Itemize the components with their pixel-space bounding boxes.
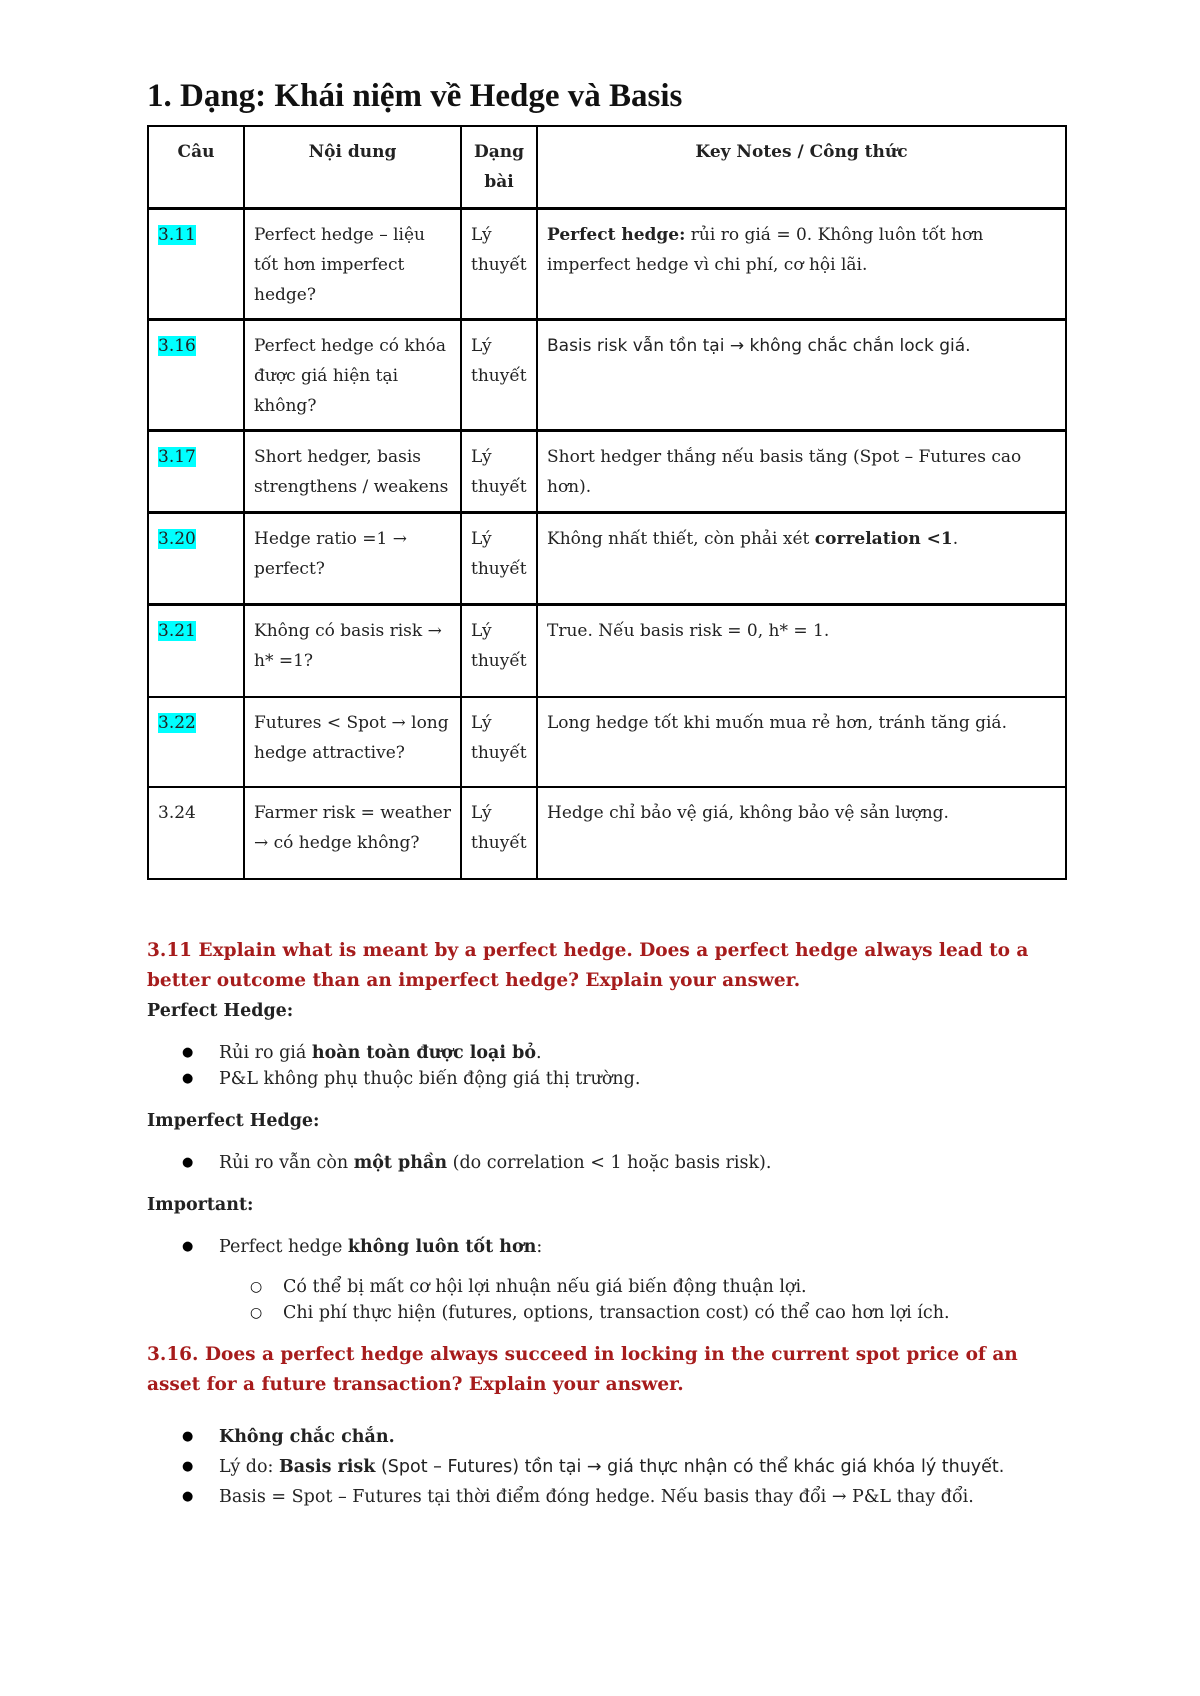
table-header-row xyxy=(148,126,1066,209)
table-row xyxy=(148,320,1066,431)
table-row xyxy=(148,209,1066,320)
perfect-hedge-list xyxy=(147,1040,1067,1092)
row-type: Lý thuyết xyxy=(461,697,537,787)
row-note: Hedge chỉ bảo vệ giá, không bảo vệ sản lượng. xyxy=(537,787,1066,879)
list-item: ● Không chắc chắn. xyxy=(219,1422,1067,1452)
perfect-hedge-label: Perfect Hedge: xyxy=(147,1000,294,1021)
row-type: Lý thuyết xyxy=(461,431,537,513)
header-dang-bai: Dạng bài xyxy=(461,126,537,209)
table-row xyxy=(148,787,1066,879)
list-item: ● P&L không phụ thuộc biến động giá thị trường. xyxy=(219,1066,1067,1092)
row-content: Không có basis risk → h* =1? xyxy=(244,605,461,697)
row-id: 3.21 xyxy=(158,621,196,641)
header-cau: Câu xyxy=(148,126,244,209)
header-key-notes: Key Notes / Công thức xyxy=(537,126,1066,209)
sub-list-item: ○ Có thể bị mất cơ hội lợi nhuận nếu giá biến động thuận lợi. xyxy=(283,1274,1067,1300)
row-note: Basis risk vẫn tồn tại → không chắc chắn lock giá. xyxy=(537,320,1066,431)
question-311: 3.11 Explain what is meant by a perfect hedge. Does a perfect hedge always lead to a better outcome than an imperfect hedge? Explain your answer. xyxy=(147,939,1029,991)
table-row xyxy=(148,431,1066,513)
document-page xyxy=(147,78,1067,1526)
imperfect-hedge-list xyxy=(147,1150,1067,1176)
row-note: Không nhất thiết, còn phải xét correlation <1. xyxy=(537,513,1066,605)
row-note: Long hedge tốt khi muốn mua rẻ hơn, tránh tăng giá. xyxy=(537,697,1066,787)
hedge-table xyxy=(147,125,1067,880)
row-id: 3.17 xyxy=(158,447,196,467)
row-type: Lý thuyết xyxy=(461,787,537,879)
important-list xyxy=(147,1234,1067,1326)
list-item: ● Rủi ro vẫn còn một phần (do correlation < 1 hoặc basis risk). xyxy=(219,1150,1067,1176)
question-316: 3.16. Does a perfect hedge always succeed in locking in the current spot price of an asset for a future transaction? Explain your answer. xyxy=(147,1343,1018,1395)
row-content: Short hedger, basis strengthens / weakens xyxy=(244,431,461,513)
row-note: Perfect hedge: rủi ro giá = 0. Không luôn tốt hơn imperfect hedge vì chi phí, cơ hội lãi. xyxy=(537,209,1066,320)
q316-list xyxy=(147,1422,1067,1512)
important-label: Important: xyxy=(147,1194,254,1215)
row-content: Farmer risk = weather → có hedge không? xyxy=(244,787,461,879)
imperfect-hedge-label: Imperfect Hedge: xyxy=(147,1110,320,1131)
table-row xyxy=(148,697,1066,787)
page-title: 1. Dạng: Khái niệm về Hedge và Basis xyxy=(147,78,683,114)
row-type: Lý thuyết xyxy=(461,513,537,605)
list-item: ● Perfect hedge không luôn tốt hơn: ○ Có thể bị mất cơ hội lợi nhuận nếu giá biến động thuận lợi. ○ Chi phí thực hiện (futures, options, transaction cost) có thể cao hơn lợi ích. xyxy=(219,1234,1067,1326)
table-row xyxy=(148,513,1066,605)
row-id: 3.24 xyxy=(158,802,196,823)
row-type: Lý thuyết xyxy=(461,209,537,320)
row-id: 3.20 xyxy=(158,529,196,549)
row-content: Hedge ratio =1 → perfect? xyxy=(244,513,461,605)
row-id: 3.16 xyxy=(158,336,196,356)
list-item: ● Basis = Spot – Futures tại thời điểm đóng hedge. Nếu basis thay đổi → P&L thay đổi. xyxy=(219,1482,1067,1512)
section-q311 xyxy=(147,936,1067,1326)
row-note: True. Nếu basis risk = 0, h* = 1. xyxy=(537,605,1066,697)
list-item: ● Lý do: Basis risk (Spot – Futures) tồn tại → giá thực nhận có thể khác giá khóa lý thuyết. xyxy=(219,1452,1067,1482)
important-sublist xyxy=(219,1274,1067,1326)
row-content: Perfect hedge có khóa được giá hiện tại không? xyxy=(244,320,461,431)
row-type: Lý thuyết xyxy=(461,605,537,697)
row-id: 3.22 xyxy=(158,712,196,733)
sub-list-item: ○ Chi phí thực hiện (futures, options, transaction cost) có thể cao hơn lợi ích. xyxy=(283,1300,1067,1326)
row-id: 3.11 xyxy=(158,225,196,245)
list-item: ● Rủi ro giá hoàn toàn được loại bỏ. xyxy=(219,1040,1067,1066)
row-content: Perfect hedge – liệu tốt hơn imperfect hedge? xyxy=(244,209,461,320)
header-noi-dung: Nội dung xyxy=(244,126,461,209)
row-note: Short hedger thắng nếu basis tăng (Spot – Futures cao hơn). xyxy=(537,431,1066,513)
section-q316 xyxy=(147,1340,1067,1512)
row-type: Lý thuyết xyxy=(461,320,537,431)
table-row xyxy=(148,605,1066,697)
row-content: Futures < Spot → long hedge attractive? xyxy=(244,697,461,787)
